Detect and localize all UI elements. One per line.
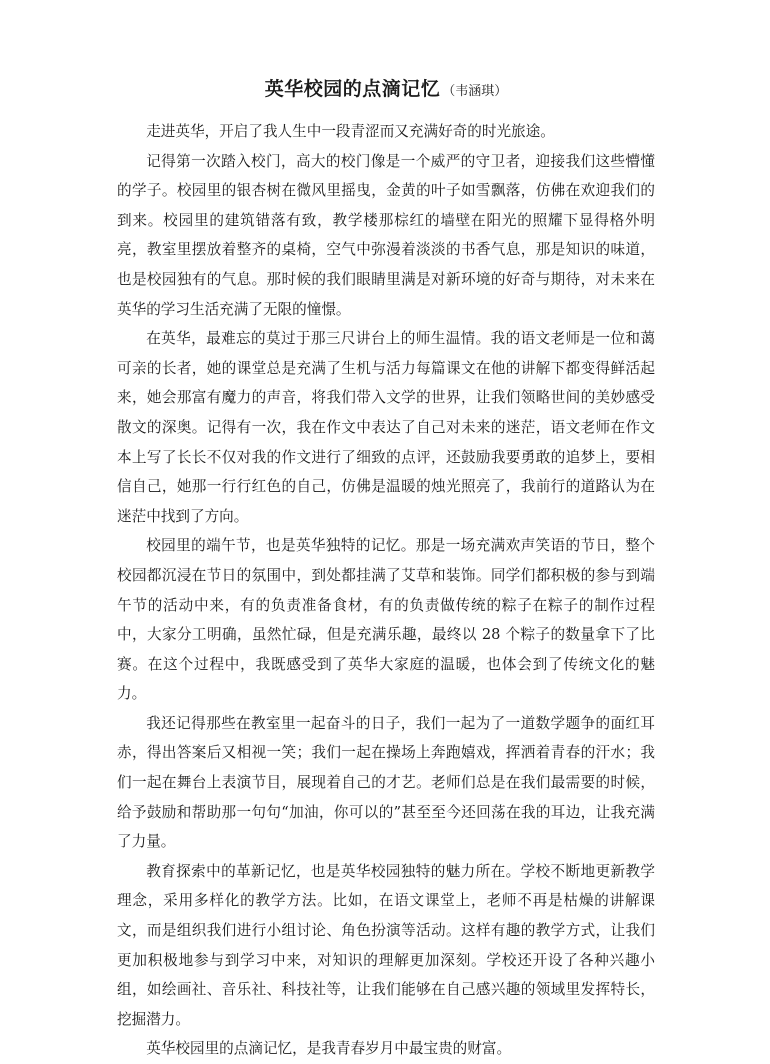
paragraph-classroom: 我还记得那些在教室里一起奋斗的日子，我们一起为了一道数学题争的面红耳赤，得出答案后又相视一笑；我们一起在操场上奔跑嬉戏，挥洒着青春的汗水；我们一起在舞台上表演节目，展现着自己的才艺。老师们总是在我们最需要的时候，给予鼓励和帮助那一句句“加油，你可以的”甚至至今还回荡在我的耳边，让我充满了力量。 <box>117 714 655 851</box>
document-title: 英华校园的点滴记忆 <box>264 78 441 100</box>
paragraph-campus: 记得第一次踏入校门，高大的校门像是一个威严的守卫者，迎接我们这些懵懂的学子。校园里的银杏树在微风里摇曳，金黄的叶子如雪飘落，仿佛在欢迎我们的到来。校园里的建筑错落有致，教学楼那棕红的墙壁在阳光的照耀下显得格外明亮，教室里摆放着整齐的桌椅，空气中弥漫着淡淡的书香气息，那是知识的味道，也是校园独有的气息。那时候的我们眼睛里满是对新环境的好奇与期待，对未来在英华的学习生活充满了无限的憧憬。 <box>117 152 655 318</box>
title-line <box>117 74 655 107</box>
paragraph-teacher: 在英华，最难忘的莫过于那三尺讲台上的师生温情。我的语文老师是一位和蔼可亲的长者，她的课堂总是充满了生机与活力每篇课文在他的讲解下都变得鲜活起来，她会那富有魔力的声音，将我们带入文学的世界，让我们领略世间的美妙感受散文的深奥。记得有一次，我在作文中表达了自己对未来的迷茫，语文老师在作文本上写了长长不仅对我的作文进行了细致的点评，还鼓励我要勇敢的追梦上，要相信自己，她那一行行红色的自己，仿佛是温暖的烛光照亮了，我前行的道路认为在迷茫中找到了方向。 <box>117 330 655 525</box>
paragraph-dragon-boat: 校园里的端午节，也是英华独特的记忆。那是一场充满欢声笑语的节日，整个校园都沉浸在节日的氛围中，到处都挂满了艾草和装饰。同学们都积极的参与到端午节的活动中来，有的负责准备食材，有的负责做传统的粽子在粽子的制作过程中，大家分工明确，虽然忙碌，但是充满乐趣，最终以 28 个粽子的数量拿下了比赛。在这个过程中，我既感受到了英华大家庭的温暖，也体会到了传统文化的魅力。 <box>117 537 655 703</box>
document-page <box>117 74 655 1064</box>
paragraph-intro: 走进英华，开启了我人生中一段青涩而又充满好奇的时光旅途。 <box>146 123 555 140</box>
document-author: （韦涵琪） <box>442 84 508 99</box>
paragraph-education: 教育探索中的革新记忆，也是英华校园独特的魅力所在。学校不断地更新教学理念，采用多样化的教学方法。比如，在语文课堂上，老师不再是枯燥的讲解课文，而是组织我们进行小组讨论、角色扮演等活动。这样有趣的教学方式，让我们更加积极地参与到学习中来，对知识的理解更加深刻。学校还开设了各种兴趣小组，如绘画社、音乐社、科技社等，让我们能够在自己感兴趣的领域里发挥特长，挖掘潜力。 <box>117 862 655 1028</box>
paragraph-conclusion: 英华校园里的点滴记忆，是我青春岁月中最宝贵的财富。 <box>146 1040 512 1058</box>
